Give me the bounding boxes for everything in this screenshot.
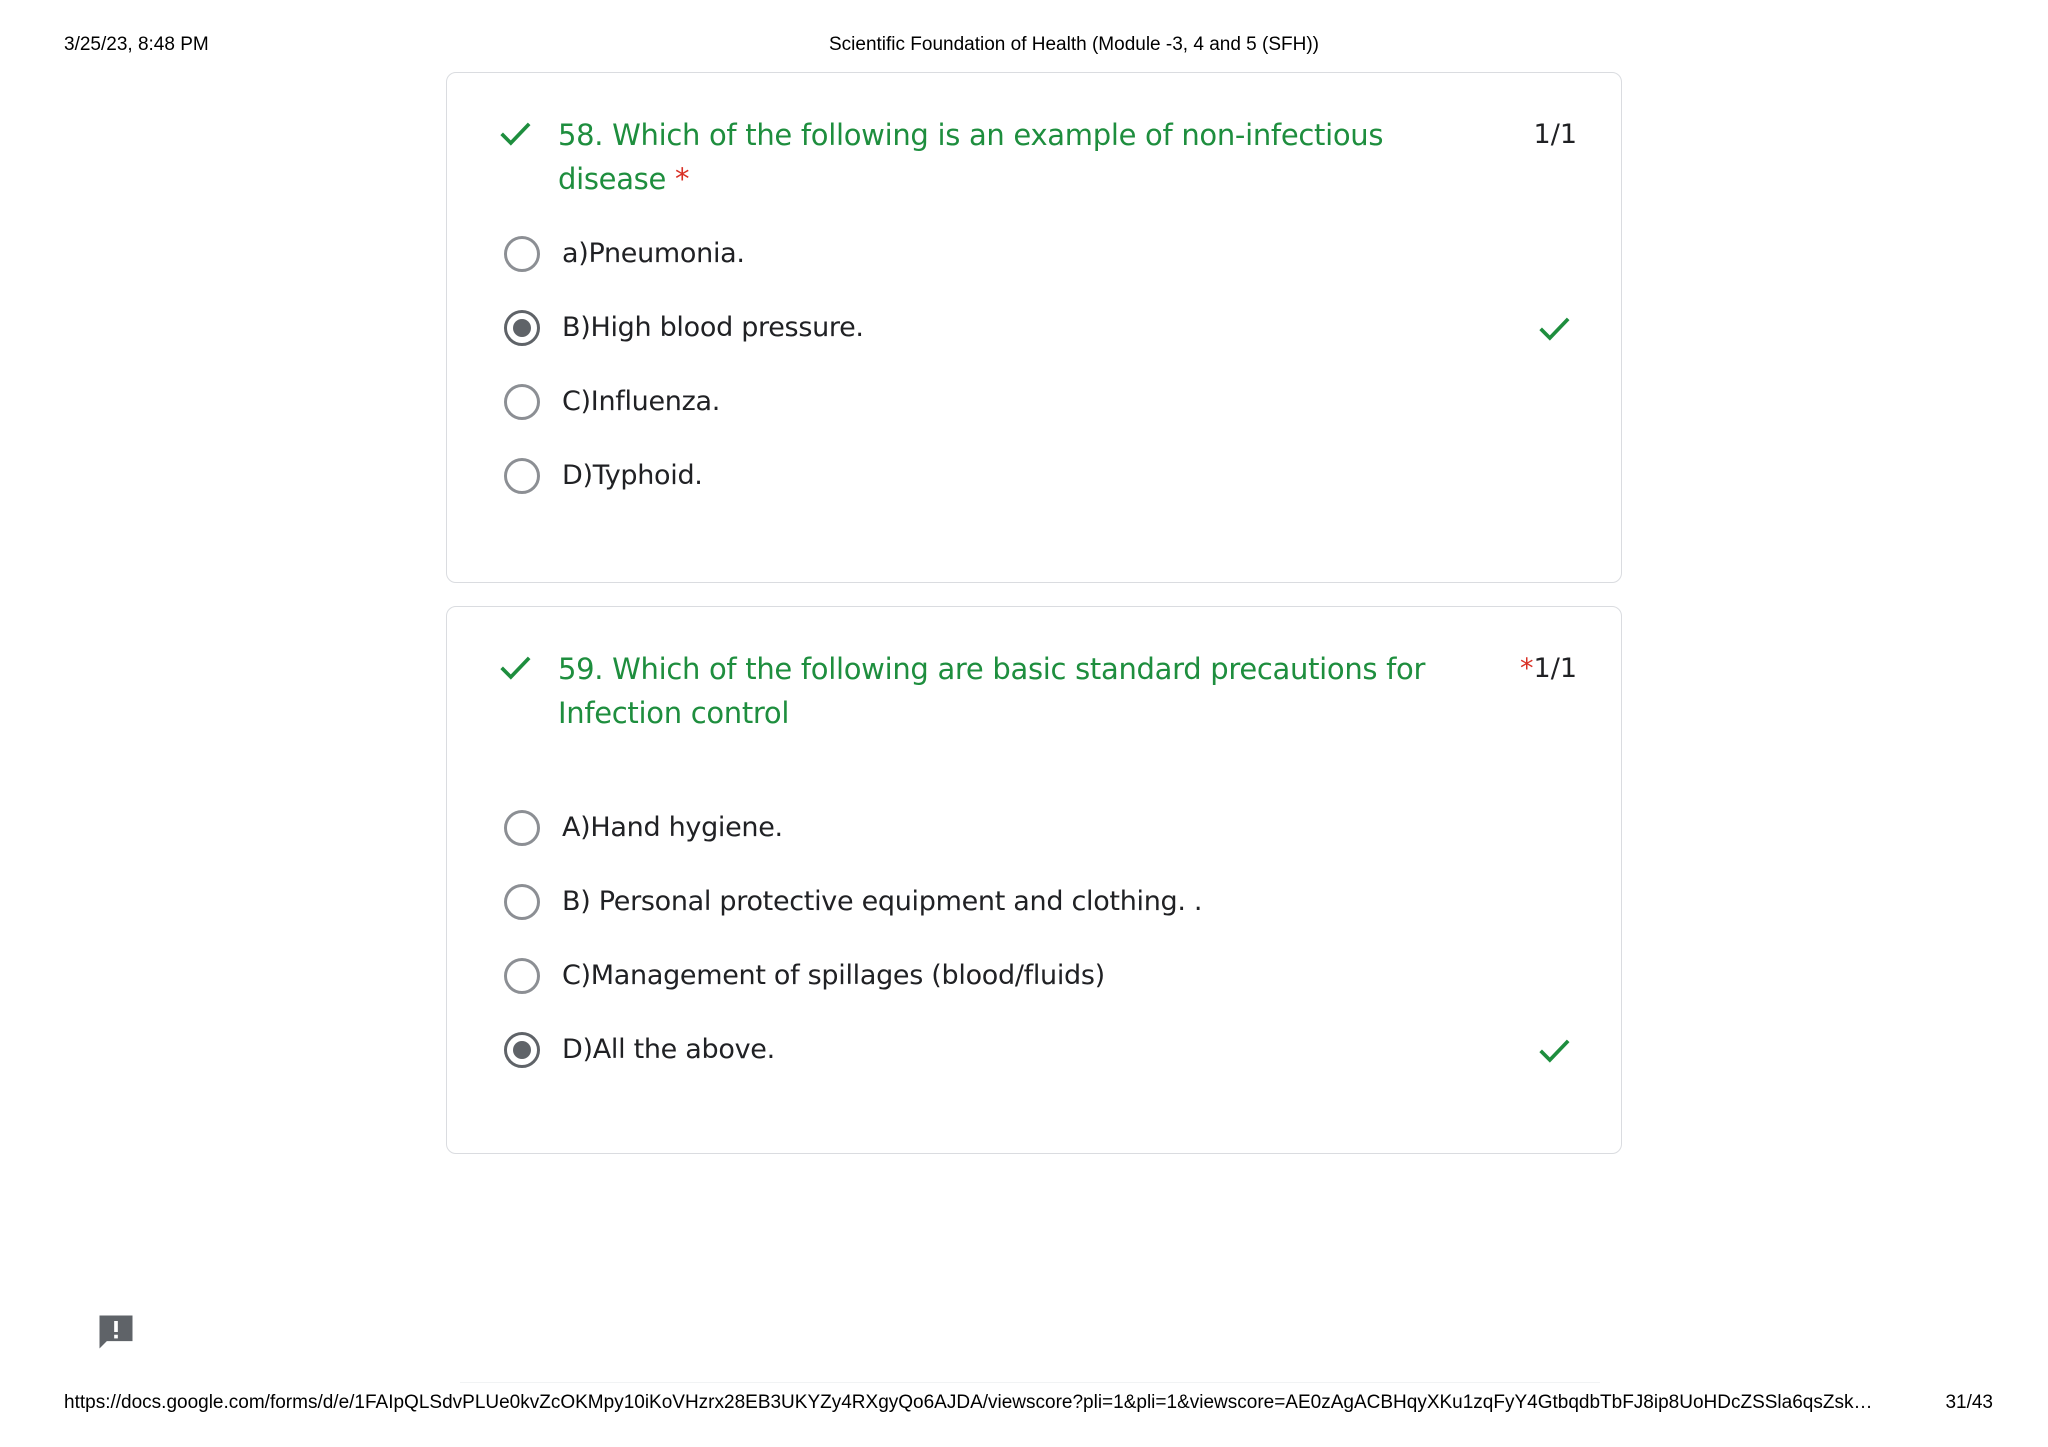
answer-option	[504, 882, 1574, 922]
question-card-58	[446, 72, 1622, 583]
option-label: B)High blood pressure.	[562, 312, 864, 343]
radio-button-checked	[504, 1032, 540, 1068]
correct-check-icon	[495, 113, 535, 153]
radio-button	[504, 384, 540, 420]
option-label: B) Personal protective equipment and clothing. .	[562, 886, 1203, 917]
report-feedback-icon[interactable]	[94, 1310, 138, 1354]
answer-option	[504, 382, 1574, 422]
radio-button	[504, 236, 540, 272]
answer-option	[504, 808, 1574, 848]
correct-answer-check-icon	[1534, 1030, 1574, 1070]
footer-divider	[460, 1382, 1600, 1383]
print-footer-url: https://docs.google.com/forms/d/e/1FAIpQLSdvPLUe0kvZcOKMpy10iKoVHzrx28EB3UKYZy4RXgyQo6AJDA/viewscore?pli=1&pli=1&viewscore=AE0zAgACBHqyXKu1zqFyY4GtbqdbTbFJ8ip8UoHDcZSSla6qsZsk…	[64, 1392, 1873, 1413]
print-page-title: Scientific Foundation of Health (Module -3, 4 and 5 (SFH))	[828, 34, 1319, 55]
required-asterisk: *	[1520, 653, 1534, 684]
correct-answer-check-icon	[1534, 308, 1574, 348]
print-date: 3/25/23, 8:48 PM	[64, 34, 209, 55]
answer-option	[504, 456, 1574, 496]
correct-check-icon	[495, 647, 535, 687]
answer-option-selected	[504, 308, 1574, 348]
radio-button	[504, 884, 540, 920]
option-label: a)Pneumonia.	[562, 238, 745, 269]
option-label: C)Influenza.	[562, 386, 721, 417]
print-page-number: 31/43	[1945, 1392, 1993, 1413]
question-title: 58. Which of the following is an example of non-infectious disease *	[558, 118, 1384, 196]
radio-button-checked	[504, 310, 540, 346]
question-card-59	[446, 606, 1622, 1154]
option-label: A)Hand hygiene.	[562, 812, 783, 843]
question-title: 59. Which of the following are basic standard precautions for Infection control	[558, 652, 1426, 730]
option-label: C)Management of spillages (blood/fluids)	[562, 960, 1105, 991]
radio-button	[504, 458, 540, 494]
option-label: D)Typhoid.	[562, 460, 703, 491]
answer-option	[504, 234, 1574, 274]
option-label: D)All the above.	[562, 1034, 775, 1065]
radio-button	[504, 958, 540, 994]
answer-option-selected	[504, 1030, 1574, 1070]
radio-button	[504, 810, 540, 846]
required-asterisk: *	[674, 162, 690, 196]
question-score: *1/1	[1520, 653, 1577, 684]
answer-option	[504, 956, 1574, 996]
question-score: 1/1	[1533, 119, 1577, 150]
